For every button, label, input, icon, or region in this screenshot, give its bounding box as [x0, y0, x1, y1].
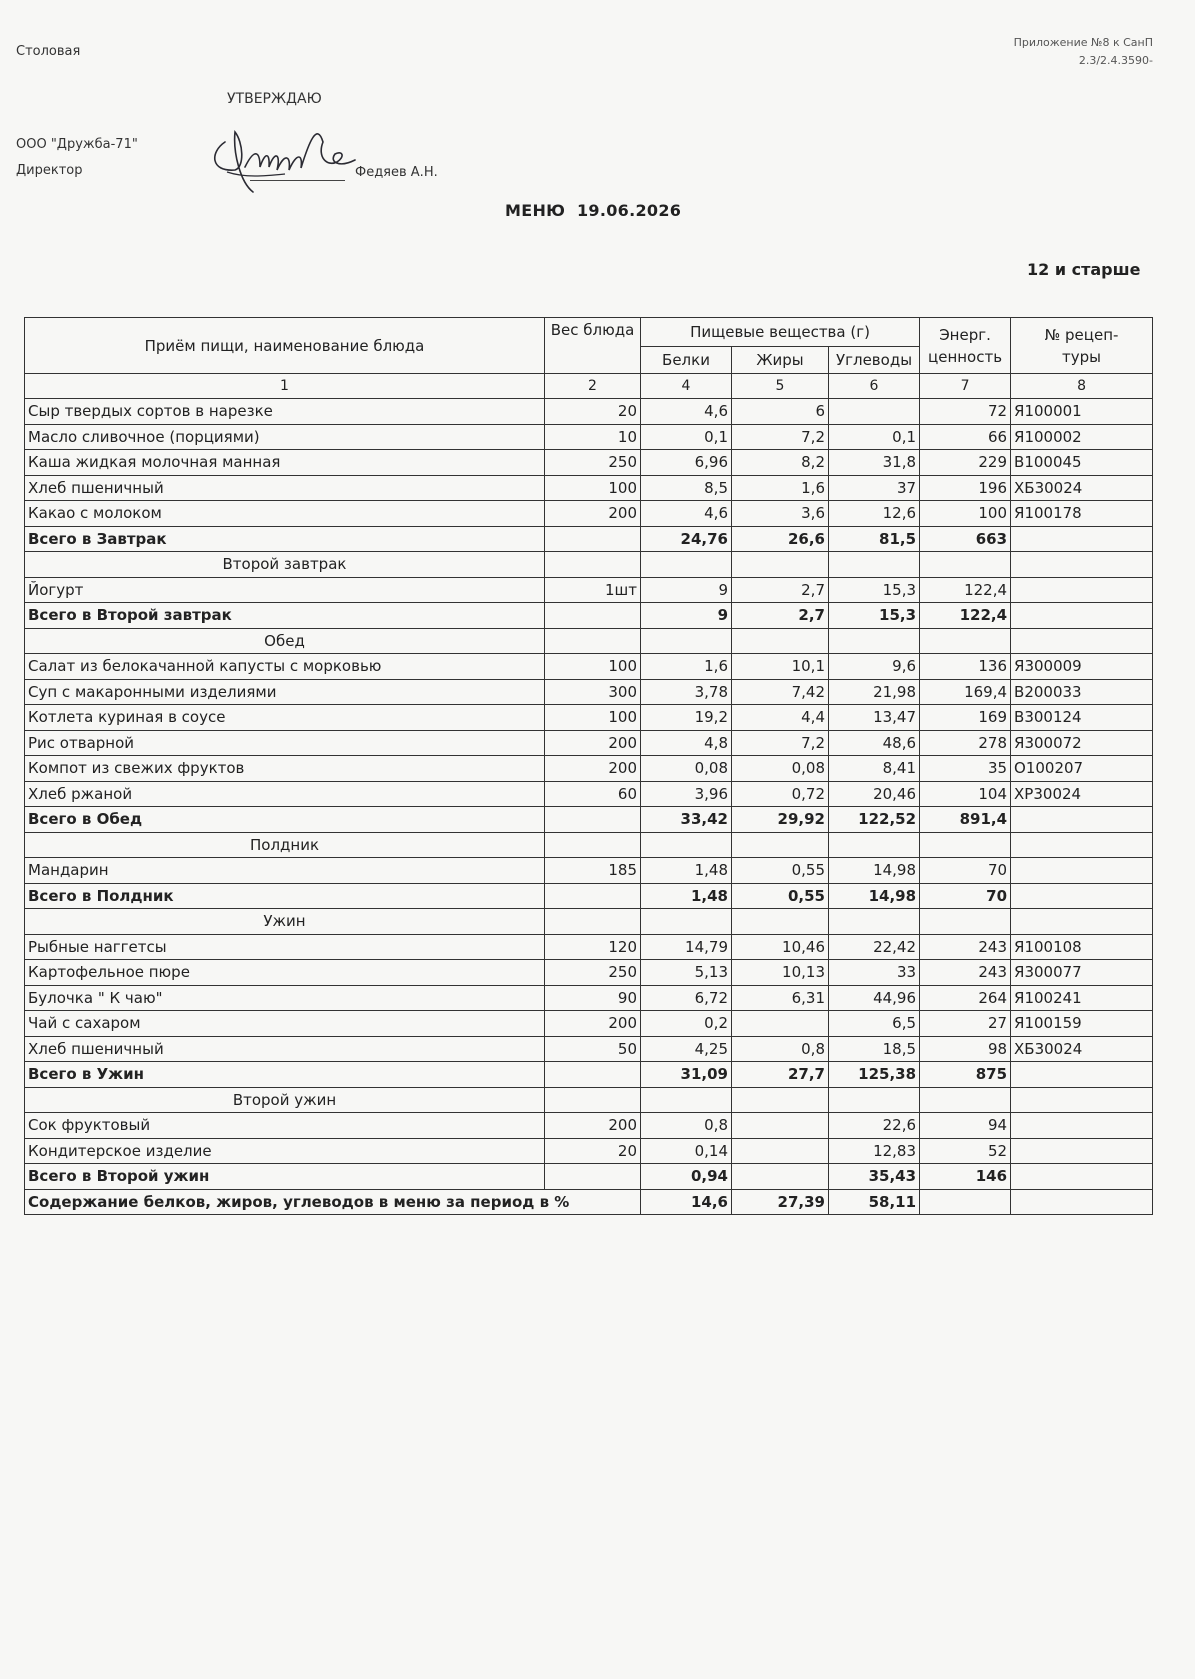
dish-fat: 1,6: [732, 475, 829, 501]
total-carbs: 15,3: [829, 603, 920, 629]
dish-energy: 122,4: [920, 577, 1011, 603]
empty-cell: [829, 552, 920, 578]
empty-cell: [732, 1087, 829, 1113]
col-number-7: 7: [920, 374, 1011, 399]
dish-protein: 0,1: [641, 424, 732, 450]
empty-cell: [545, 1087, 641, 1113]
empty-cell: [545, 1062, 641, 1088]
dish-carbs: [829, 399, 920, 425]
col-header-fat: Жиры: [732, 347, 829, 374]
empty-cell: [1011, 603, 1153, 629]
col-header-recipe: [1011, 318, 1153, 374]
dish-carbs: 6,5: [829, 1011, 920, 1037]
dish-protein: 3,78: [641, 679, 732, 705]
dish-recipe-code: Я100241: [1011, 985, 1153, 1011]
dish-name: Компот из свежих фруктов: [25, 756, 545, 782]
dish-weight: 20: [545, 399, 641, 425]
empty-cell: [1011, 807, 1153, 833]
dish-fat: [732, 1011, 829, 1037]
menu-body: [25, 399, 1153, 1215]
empty-cell: [1011, 883, 1153, 909]
summary-protein: 14,6: [641, 1189, 732, 1215]
age-group: 12 и старше: [1027, 260, 1141, 279]
total-protein: 31,09: [641, 1062, 732, 1088]
col-number-1: 1: [25, 374, 545, 399]
dish-recipe-code: Я100001: [1011, 399, 1153, 425]
total-fat: 29,92: [732, 807, 829, 833]
dish-row: [25, 1113, 1153, 1139]
dish-fat: 10,13: [732, 960, 829, 986]
dish-fat: [732, 1138, 829, 1164]
dish-recipe-code: [1011, 858, 1153, 884]
dish-carbs: 21,98: [829, 679, 920, 705]
empty-cell: [732, 832, 829, 858]
dish-carbs: 9,6: [829, 654, 920, 680]
dish-recipe-code: [1011, 577, 1153, 603]
empty-cell: [545, 603, 641, 629]
dish-carbs: 22,42: [829, 934, 920, 960]
dish-carbs: 0,1: [829, 424, 920, 450]
total-energy: 891,4: [920, 807, 1011, 833]
dish-recipe-code: Я100159: [1011, 1011, 1153, 1037]
dish-carbs: 33: [829, 960, 920, 986]
dish-energy: 196: [920, 475, 1011, 501]
dish-row: [25, 858, 1153, 884]
empty-cell: [545, 807, 641, 833]
signature-image: [205, 112, 365, 197]
total-energy: 122,4: [920, 603, 1011, 629]
dish-carbs: 37: [829, 475, 920, 501]
dish-fat: 0,08: [732, 756, 829, 782]
dish-protein: 6,96: [641, 450, 732, 476]
empty-cell: [732, 628, 829, 654]
total-row: [25, 603, 1153, 629]
total-row: [25, 883, 1153, 909]
dish-name: Хлеб пшеничный: [25, 475, 545, 501]
dish-fat: 7,2: [732, 424, 829, 450]
empty-cell: [829, 628, 920, 654]
dish-name: Каша жидкая молочная манная: [25, 450, 545, 476]
dish-fat: 0,8: [732, 1036, 829, 1062]
total-protein: 0,94: [641, 1164, 732, 1190]
dish-recipe-code: О100207: [1011, 756, 1153, 782]
dish-energy: 169: [920, 705, 1011, 731]
dish-row: [25, 450, 1153, 476]
dish-weight: 250: [545, 450, 641, 476]
dish-row: [25, 1036, 1153, 1062]
total-carbs: 14,98: [829, 883, 920, 909]
dish-protein: 14,79: [641, 934, 732, 960]
col-number-5: 5: [732, 374, 829, 399]
dish-protein: 4,25: [641, 1036, 732, 1062]
empty-cell: [829, 909, 920, 935]
empty-cell: [1011, 1164, 1153, 1190]
dish-weight: 10: [545, 424, 641, 450]
dish-recipe-code: В100045: [1011, 450, 1153, 476]
dish-fat: 2,7: [732, 577, 829, 603]
dish-name: Булочка " К чаю": [25, 985, 545, 1011]
dish-name: Какао с молоком: [25, 501, 545, 527]
dish-recipe-code: ХБ30024: [1011, 1036, 1153, 1062]
dish-fat: 0,72: [732, 781, 829, 807]
dish-name: Хлеб пшеничный: [25, 1036, 545, 1062]
dish-row: [25, 501, 1153, 527]
total-carbs: 35,43: [829, 1164, 920, 1190]
dish-protein: 8,5: [641, 475, 732, 501]
dish-weight: 20: [545, 1138, 641, 1164]
empty-cell: [920, 552, 1011, 578]
dish-weight: 100: [545, 475, 641, 501]
dish-row: [25, 577, 1153, 603]
empty-cell: [1011, 552, 1153, 578]
dish-protein: 0,2: [641, 1011, 732, 1037]
dish-weight: 200: [545, 501, 641, 527]
dish-protein: 4,8: [641, 730, 732, 756]
dish-energy: 98: [920, 1036, 1011, 1062]
section-header-row: [25, 909, 1153, 935]
dish-name: Сыр твердых сортов в нарезке: [25, 399, 545, 425]
section-header-row: [25, 628, 1153, 654]
col-header-meal: Приём пищи, наименование блюда: [25, 318, 545, 374]
col-header-recipe-line-2: туры: [1062, 347, 1102, 366]
dish-energy: 72: [920, 399, 1011, 425]
empty-cell: [920, 628, 1011, 654]
dish-fat: [732, 1113, 829, 1139]
dish-row: [25, 1011, 1153, 1037]
dish-protein: 0,14: [641, 1138, 732, 1164]
dish-row: [25, 475, 1153, 501]
dish-carbs: 31,8: [829, 450, 920, 476]
dish-weight: 60: [545, 781, 641, 807]
dish-name: Чай с сахаром: [25, 1011, 545, 1037]
dish-weight: 120: [545, 934, 641, 960]
dish-carbs: 20,46: [829, 781, 920, 807]
empty-cell: [641, 909, 732, 935]
col-header-energy-line-1: Энерг.: [939, 325, 991, 344]
total-protein: 24,76: [641, 526, 732, 552]
dish-recipe-code: В300124: [1011, 705, 1153, 731]
dish-recipe-code: [1011, 1138, 1153, 1164]
dish-protein: 0,8: [641, 1113, 732, 1139]
dish-energy: 169,4: [920, 679, 1011, 705]
total-carbs: 81,5: [829, 526, 920, 552]
menu-table: [24, 317, 1153, 1215]
section-label: Второй завтрак: [25, 552, 545, 578]
dish-name: Мандарин: [25, 858, 545, 884]
dish-energy: 104: [920, 781, 1011, 807]
dish-carbs: 18,5: [829, 1036, 920, 1062]
dish-name: Салат из белокачанной капусты с морковью: [25, 654, 545, 680]
dish-row: [25, 781, 1153, 807]
total-energy: 146: [920, 1164, 1011, 1190]
total-carbs: 125,38: [829, 1062, 920, 1088]
empty-cell: [920, 1189, 1011, 1215]
dish-name: Картофельное пюре: [25, 960, 545, 986]
dish-recipe-code: ХР30024: [1011, 781, 1153, 807]
dish-row: [25, 654, 1153, 680]
summary-row: [25, 1189, 1153, 1215]
dish-fat: 10,46: [732, 934, 829, 960]
dish-energy: 27: [920, 1011, 1011, 1037]
dish-carbs: 8,41: [829, 756, 920, 782]
dish-energy: 100: [920, 501, 1011, 527]
empty-cell: [920, 1087, 1011, 1113]
summary-carbs: 58,11: [829, 1189, 920, 1215]
col-header-energy: [920, 318, 1011, 374]
empty-cell: [1011, 1189, 1153, 1215]
dish-protein: 4,6: [641, 399, 732, 425]
empty-cell: [641, 832, 732, 858]
dish-name: Йогурт: [25, 577, 545, 603]
total-fat: 26,6: [732, 526, 829, 552]
dish-fat: 3,6: [732, 501, 829, 527]
dish-recipe-code: Я300072: [1011, 730, 1153, 756]
dish-protein: 3,96: [641, 781, 732, 807]
dish-row: [25, 399, 1153, 425]
empty-cell: [641, 552, 732, 578]
dish-row: [25, 730, 1153, 756]
dish-name: Котлета куриная в соусе: [25, 705, 545, 731]
dish-weight: 100: [545, 705, 641, 731]
dish-fat: 6: [732, 399, 829, 425]
dish-carbs: 22,6: [829, 1113, 920, 1139]
section-header-row: [25, 552, 1153, 578]
dish-protein: 19,2: [641, 705, 732, 731]
col-number-2: 2: [545, 374, 641, 399]
dish-name: Кондитерское изделие: [25, 1138, 545, 1164]
dish-energy: 243: [920, 934, 1011, 960]
section-label: Полдник: [25, 832, 545, 858]
total-row: [25, 1062, 1153, 1088]
col-header-carbs: Углеводы: [829, 347, 920, 374]
total-fat: 27,7: [732, 1062, 829, 1088]
total-energy: 70: [920, 883, 1011, 909]
total-protein: 9: [641, 603, 732, 629]
col-header-energy-line-2: ценность: [928, 347, 1003, 366]
empty-cell: [920, 909, 1011, 935]
dish-weight: 185: [545, 858, 641, 884]
total-fat: 0,55: [732, 883, 829, 909]
total-label: Всего в Ужин: [25, 1062, 545, 1088]
total-protein: 1,48: [641, 883, 732, 909]
dish-energy: 264: [920, 985, 1011, 1011]
empty-cell: [920, 832, 1011, 858]
dish-name: Сок фруктовый: [25, 1113, 545, 1139]
empty-cell: [732, 909, 829, 935]
appendix-line-1: Приложение №8 к СанП: [1013, 36, 1153, 49]
summary-fat: 27,39: [732, 1189, 829, 1215]
dish-energy: 35: [920, 756, 1011, 782]
col-header-recipe-line-1: № рецеп-: [1044, 325, 1119, 344]
dish-row: [25, 424, 1153, 450]
dish-row: [25, 985, 1153, 1011]
dish-energy: 229: [920, 450, 1011, 476]
total-energy: 663: [920, 526, 1011, 552]
col-number-8: 8: [1011, 374, 1153, 399]
total-label: Всего в Завтрак: [25, 526, 545, 552]
dish-name: Масло сливочное (порциями): [25, 424, 545, 450]
section-header-row: [25, 1087, 1153, 1113]
col-number-6: 6: [829, 374, 920, 399]
dish-energy: 278: [920, 730, 1011, 756]
section-label: Обед: [25, 628, 545, 654]
dish-fat: 6,31: [732, 985, 829, 1011]
dish-recipe-code: Я100108: [1011, 934, 1153, 960]
dish-weight: 200: [545, 756, 641, 782]
empty-cell: [545, 526, 641, 552]
section-label: Второй ужин: [25, 1087, 545, 1113]
dish-fat: 4,4: [732, 705, 829, 731]
dish-weight: 200: [545, 1011, 641, 1037]
total-fat: 2,7: [732, 603, 829, 629]
empty-cell: [1011, 1062, 1153, 1088]
company-name: ООО "Дружба-71": [16, 137, 138, 152]
dish-weight: 50: [545, 1036, 641, 1062]
approve-label: УТВЕРЖДАЮ: [227, 91, 322, 107]
dish-energy: 66: [920, 424, 1011, 450]
empty-cell: [545, 628, 641, 654]
empty-cell: [641, 628, 732, 654]
menu-title: МЕНЮ 19.06.2026: [505, 201, 682, 220]
section-header-row: [25, 832, 1153, 858]
dish-energy: 70: [920, 858, 1011, 884]
dish-weight: 100: [545, 654, 641, 680]
dish-row: [25, 934, 1153, 960]
section-label: Ужин: [25, 909, 545, 935]
dish-row: [25, 960, 1153, 986]
dish-energy: 52: [920, 1138, 1011, 1164]
dish-carbs: 15,3: [829, 577, 920, 603]
appendix-note: [1014, 34, 1153, 70]
appendix-line-2: 2.3/2.4.3590-: [1078, 54, 1153, 67]
dish-weight: 200: [545, 1113, 641, 1139]
total-protein: 33,42: [641, 807, 732, 833]
dish-carbs: 13,47: [829, 705, 920, 731]
dish-name: Хлеб ржаной: [25, 781, 545, 807]
dish-name: Рис отварной: [25, 730, 545, 756]
dish-recipe-code: Я300077: [1011, 960, 1153, 986]
dish-carbs: 12,6: [829, 501, 920, 527]
dish-recipe-code: В200033: [1011, 679, 1153, 705]
empty-cell: [545, 1164, 641, 1190]
dish-row: [25, 1138, 1153, 1164]
total-energy: 875: [920, 1062, 1011, 1088]
signer-name: Федяев А.Н.: [355, 165, 438, 180]
empty-cell: [545, 832, 641, 858]
empty-cell: [732, 552, 829, 578]
col-header-weight: Вес блюда: [545, 318, 641, 374]
dish-carbs: 48,6: [829, 730, 920, 756]
empty-cell: [545, 552, 641, 578]
col-header-nutrients: Пищевые вещества (г): [641, 318, 920, 347]
total-row: [25, 1164, 1153, 1190]
dish-recipe-code: [1011, 1113, 1153, 1139]
total-carbs: 122,52: [829, 807, 920, 833]
dish-fat: 7,2: [732, 730, 829, 756]
dish-fat: 7,42: [732, 679, 829, 705]
dish-protein: 6,72: [641, 985, 732, 1011]
total-row: [25, 807, 1153, 833]
dish-row: [25, 679, 1153, 705]
empty-cell: [1011, 1087, 1153, 1113]
dish-name: Рыбные наггетсы: [25, 934, 545, 960]
dish-row: [25, 756, 1153, 782]
dish-name: Суп с макаронными изделиями: [25, 679, 545, 705]
dish-carbs: 12,83: [829, 1138, 920, 1164]
empty-cell: [1011, 909, 1153, 935]
dish-weight: 1шт: [545, 577, 641, 603]
org-name: Столовая: [16, 44, 81, 59]
empty-cell: [1011, 832, 1153, 858]
empty-cell: [641, 1087, 732, 1113]
dish-weight: 250: [545, 960, 641, 986]
col-header-protein: Белки: [641, 347, 732, 374]
total-label: Всего в Второй ужин: [25, 1164, 545, 1190]
empty-cell: [545, 883, 641, 909]
total-fat: [732, 1164, 829, 1190]
dish-energy: 243: [920, 960, 1011, 986]
empty-cell: [545, 909, 641, 935]
dish-recipe-code: Я100002: [1011, 424, 1153, 450]
dish-fat: 8,2: [732, 450, 829, 476]
dish-carbs: 44,96: [829, 985, 920, 1011]
dish-energy: 136: [920, 654, 1011, 680]
dish-recipe-code: ХБ30024: [1011, 475, 1153, 501]
dish-energy: 94: [920, 1113, 1011, 1139]
dish-recipe-code: Я300009: [1011, 654, 1153, 680]
dish-carbs: 14,98: [829, 858, 920, 884]
dish-fat: 10,1: [732, 654, 829, 680]
director-label: Директор: [16, 163, 83, 178]
total-row: [25, 526, 1153, 552]
total-label: Всего в Второй завтрак: [25, 603, 545, 629]
total-label: Всего в Полдник: [25, 883, 545, 909]
dish-protein: 0,08: [641, 756, 732, 782]
col-number-4: 4: [641, 374, 732, 399]
empty-cell: [829, 1087, 920, 1113]
dish-protein: 1,6: [641, 654, 732, 680]
empty-cell: [829, 832, 920, 858]
dish-recipe-code: Я100178: [1011, 501, 1153, 527]
total-label: Всего в Обед: [25, 807, 545, 833]
summary-label: Содержание белков, жиров, углеводов в меню за период в %: [25, 1189, 641, 1215]
dish-protein: 5,13: [641, 960, 732, 986]
dish-protein: 4,6: [641, 501, 732, 527]
empty-cell: [1011, 628, 1153, 654]
dish-row: [25, 705, 1153, 731]
dish-fat: 0,55: [732, 858, 829, 884]
empty-cell: [1011, 526, 1153, 552]
dish-protein: 9: [641, 577, 732, 603]
dish-weight: 90: [545, 985, 641, 1011]
dish-weight: 300: [545, 679, 641, 705]
dish-protein: 1,48: [641, 858, 732, 884]
dish-weight: 200: [545, 730, 641, 756]
